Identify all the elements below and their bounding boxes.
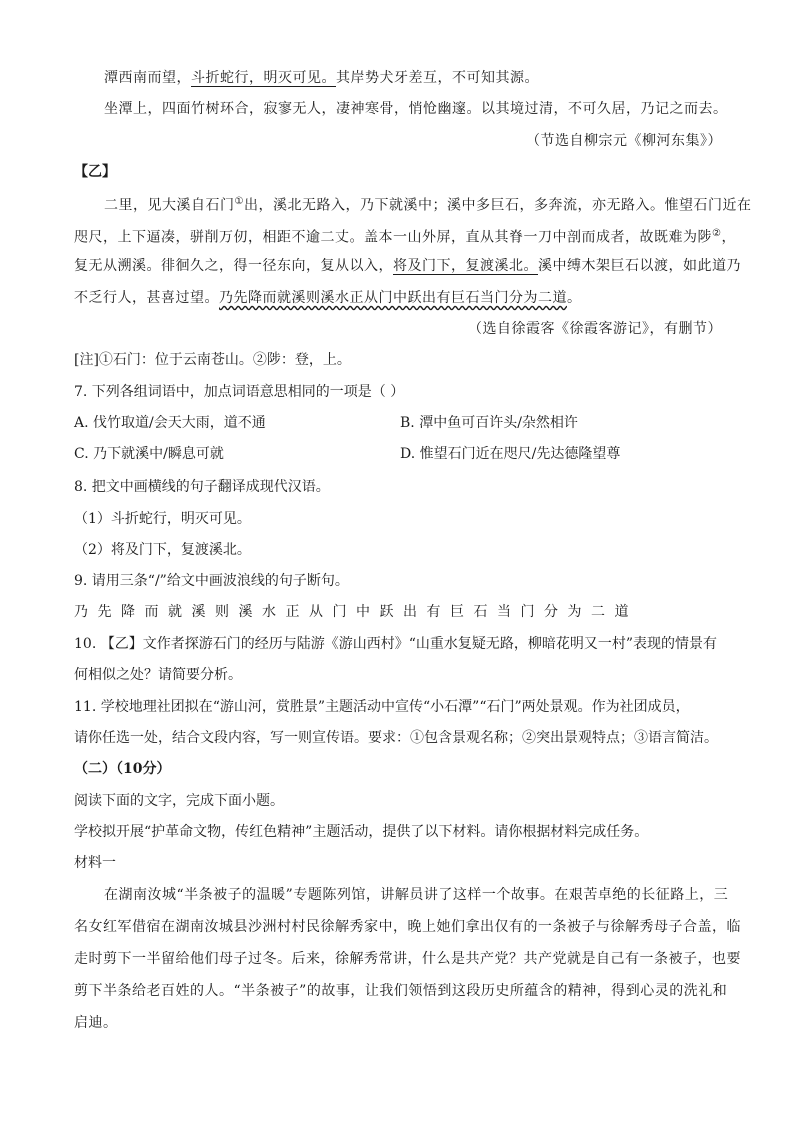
- yi-line-2: [74, 224, 736, 248]
- yi-source: （选自徐霞客《徐霞客游记》，有删节）: [468, 321, 722, 337]
- yi-l3b: 溪中缚木架巨石以渡，如此道乃: [538, 258, 741, 274]
- material-1-line-5: 启迪。: [74, 1015, 118, 1031]
- q11-line-1: 11. 学校地理社团拟在“游山河，赏胜景”主题活动中宣传“小石潭”“石门”两处景观。作为社团成员，: [74, 699, 690, 715]
- q11-line-2: 请你任选一处，结合文段内容，写一则宣传语。要求：①包含景观名称；②突出景观特点；③语言简洁。: [74, 730, 718, 746]
- yi-line-1: [104, 192, 751, 216]
- jia-source: （节选自柳宗元《柳河东集》）: [526, 133, 722, 149]
- q8-sentence-1: （1）斗折蛇行，明灭可见。: [74, 511, 251, 527]
- annotation-note: [注]①石门：位于云南苍山。②陟：登，上。: [74, 352, 351, 368]
- yi-l1: 二里，见大溪自石门: [104, 197, 235, 214]
- yi-l1b: 出，溪北无路入，乃下就溪中；溪中多巨石，多奔流，亦无路入。惟望石门近在: [243, 197, 752, 214]
- q7-option-d: D. 惟望石门近在咫尺/先达德隆望尊: [400, 446, 621, 462]
- jia-paragraph-1: [104, 68, 539, 88]
- yi-l3a: 复无从溯溪。徘徊久之，得一径东向，复从以入，: [74, 258, 393, 274]
- q7-option-a: A. 伐竹取道/会天大雨，道不通: [74, 415, 266, 431]
- yi-wavy-sentence: 乃先降而就溪则溪水正从门中跃出有巨石当门分为二道: [219, 290, 567, 306]
- jia-underlined-sentence: 斗折蛇行，明灭可见。: [191, 70, 336, 86]
- q7-stem: 7. 下列各组词语中，加点词语意思相同的一项是（ ）: [74, 384, 405, 400]
- note-marker-2: ②: [712, 228, 722, 239]
- q10-line-1: 10. 【乙】文作者探游石门的经历与陆游《游山西村》“山重水复疑无路，柳暗花明又一村”表现的情景有: [74, 636, 718, 652]
- yi-underlined-sentence: 将及门下，复渡溪北。: [393, 258, 538, 274]
- jia-p1-pre: 潭西南而望，: [104, 70, 191, 86]
- part2-task: 学校拟开展“护革命文物，传红色精神”主题活动，提供了以下材料。请你根据材料完成任务。: [74, 824, 649, 840]
- q8-sentence-2: （2）将及门下，复渡溪北。: [74, 542, 251, 558]
- part2-heading: （二）（10分）: [74, 761, 171, 777]
- yi-line-4: [74, 288, 582, 308]
- yi-l4b: 。: [567, 290, 582, 306]
- q9-stem: 9. 请用三条“/”给文中画波浪线的句子断句。: [74, 573, 349, 589]
- material-1-line-3: 走时剪下一半留给他们母子过冬。后来，徐解秀常讲，什么是共产党？共产党就是自己有一条被子，也要: [74, 951, 741, 967]
- jia-p1-post: 其岸势犬牙差互，不可知其源。: [336, 70, 539, 86]
- part2-intro: 阅读下面的文字，完成下面小题。: [74, 793, 284, 809]
- q8-stem: 8. 把文中画横线的句子翻译成现代汉语。: [74, 479, 330, 495]
- q7-option-b: B. 潭中鱼可百许头/杂然相许: [400, 415, 578, 431]
- q7-option-c: C. 乃下就溪中/瞬息可就: [74, 446, 224, 462]
- q10-line-2: 何相似之处？请简要分析。: [74, 667, 242, 683]
- material-1-line-4: 剪下半条给老百姓的人。“半条被子”的故事，让我们领悟到这段历史所蕴含的精神，得到心灵的洗礼和: [74, 983, 728, 999]
- material-1-line-2: 名女红军借宿在湖南汝城县沙洲村村民徐解秀家中，晚上她们拿出仅有的一条被子与徐解秀母子合盖，临: [74, 919, 741, 935]
- yi-label: 【乙】: [74, 164, 116, 180]
- yi-l2b: ，: [721, 229, 736, 246]
- yi-l4a: 不乏行人，甚喜过望。: [74, 290, 219, 306]
- yi-l2a: 咫尺，上下逼凑，骈削万仞，相距不逾二丈。盖本一山外屏，直从其脊一刀中剖而成者，故既难为陟: [74, 229, 712, 246]
- q9-sentence: 乃先降而就溪则溪水正从门中跃出有巨石当门分为二道: [74, 604, 638, 620]
- yi-line-3: [74, 256, 741, 276]
- material-1-label: 材料一: [74, 855, 116, 871]
- jia-paragraph-2: 坐潭上，四面竹树环合，寂寥无人，凄神寒骨，悄怆幽邃。以其境过清，不可久居，乃记之而去。: [104, 101, 728, 117]
- note-marker-1: ①: [234, 196, 244, 207]
- material-1-line-1: 在湖南汝城“半条被子的温暖”专题陈列馆，讲解员讲了这样一个故事。在艰苦卓绝的长征路上，三: [104, 887, 729, 903]
